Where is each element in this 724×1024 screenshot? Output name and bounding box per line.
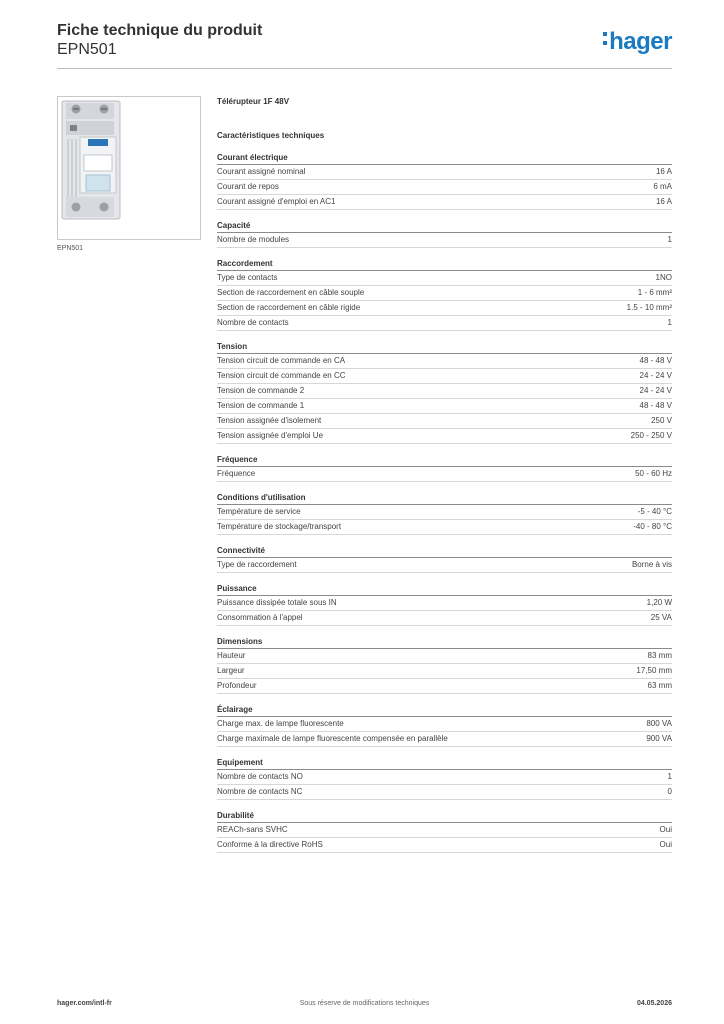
spec-value: 250 V: [651, 416, 672, 425]
spec-row: [217, 354, 672, 369]
spec-value: 800 VA: [646, 719, 672, 728]
spec-group-title: Puissance: [217, 583, 672, 596]
spec-label: Nombre de contacts NO: [217, 772, 303, 781]
spec-row: [217, 558, 672, 573]
spec-row: [217, 180, 672, 195]
spec-label: Consommation à l'appel: [217, 613, 303, 622]
spec-row: [217, 414, 672, 429]
spec-label: Nombre de contacts: [217, 318, 289, 327]
spec-row: [217, 316, 672, 331]
spec-value: 48 - 48 V: [639, 356, 672, 365]
spec-row: [217, 399, 672, 414]
spec-row: [217, 596, 672, 611]
spec-label: Tension circuit de commande en CA: [217, 356, 346, 365]
page-header: [57, 22, 672, 59]
spec-label: Section de raccordement en câble souple: [217, 288, 365, 297]
spec-row: [217, 823, 672, 838]
spec-group-title: Connectivité: [217, 545, 672, 558]
spec-value: 83 mm: [647, 651, 672, 660]
spec-label: Tension circuit de commande en CC: [217, 371, 346, 380]
spec-label: Tension assignée d'isolement: [217, 416, 322, 425]
spec-group-title: Tension: [217, 341, 672, 354]
spec-group: [217, 757, 672, 800]
product-name: Télérupteur 1F 48V: [217, 97, 290, 106]
spec-value: Oui: [659, 825, 672, 834]
spec-value: 1: [667, 235, 672, 244]
spec-label: Type de contacts: [217, 273, 278, 282]
spec-group-title: Dimensions: [217, 636, 672, 649]
spec-group: [217, 810, 672, 853]
logo-colon-icon: [603, 29, 609, 50]
spec-label: Largeur: [217, 666, 245, 675]
contactor-device-icon: [58, 97, 200, 239]
spec-group-title: Éclairage: [217, 704, 672, 717]
spec-group: [217, 454, 672, 482]
spec-label: Température de stockage/transport: [217, 522, 342, 531]
page-title: Fiche technique du produit: [57, 22, 263, 39]
spec-label: Fréquence: [217, 469, 256, 478]
spec-label: Charge max. de lampe fluorescente: [217, 719, 344, 728]
spec-label: Section de raccordement en câble rigide: [217, 303, 361, 312]
spec-value: 63 mm: [647, 681, 672, 690]
spec-group: [217, 258, 672, 331]
spec-value: 25 VA: [650, 613, 672, 622]
spec-row: [217, 732, 672, 747]
spec-value: 1NO: [655, 273, 672, 282]
spec-row: [217, 384, 672, 399]
spec-label: Nombre de contacts NC: [217, 787, 303, 796]
spec-label: Tension de commande 1: [217, 401, 305, 410]
spec-group: [217, 341, 672, 444]
spec-value: 50 - 60 Hz: [635, 469, 672, 478]
spec-label: Puissance dissipée totale sous IN: [217, 598, 337, 607]
spec-group: [217, 492, 672, 535]
spec-value: 17,50 mm: [636, 666, 672, 675]
spec-group-title: Courant électrique: [217, 152, 672, 165]
logo-text: hager: [609, 28, 672, 55]
specs-heading: Caractéristiques techniques: [217, 131, 325, 140]
spec-value: -5 - 40 °C: [637, 507, 672, 516]
spec-value: 1: [667, 318, 672, 327]
spec-value: 16 A: [655, 197, 672, 206]
spec-value: 16 A: [655, 167, 672, 176]
spec-value: 1.5 - 10 mm²: [626, 303, 672, 312]
hager-logo: [603, 28, 672, 54]
spec-group: [217, 152, 672, 210]
footer-notice: Sous réserve de modifications techniques: [299, 1000, 430, 1007]
spec-row: [217, 165, 672, 180]
spec-value: 250 - 250 V: [630, 431, 672, 440]
spec-row: [217, 429, 672, 444]
spec-groups: [217, 152, 672, 853]
spec-group: [217, 220, 672, 248]
spec-row: [217, 520, 672, 535]
spec-group: [217, 583, 672, 626]
spec-value: 48 - 48 V: [639, 401, 672, 410]
spec-label: Nombre de modules: [217, 235, 290, 244]
spec-row: [217, 286, 672, 301]
spec-value: Oui: [659, 840, 672, 849]
spec-row: [217, 838, 672, 853]
spec-label: Type de raccordement: [217, 560, 297, 569]
spec-group-title: Equipement: [217, 757, 672, 770]
footer-website: hager.com/intl-fr: [57, 1000, 112, 1007]
spec-value: -40 - 80 °C: [633, 522, 672, 531]
spec-label: Courant de repos: [217, 182, 279, 191]
spec-row: [217, 785, 672, 800]
spec-group-title: Capacité: [217, 220, 672, 233]
spec-row: [217, 233, 672, 248]
spec-row: [217, 664, 672, 679]
footer-date: 04.05.2026: [636, 1000, 672, 1007]
specifications: [217, 96, 672, 853]
spec-row: [217, 271, 672, 286]
spec-value: 1 - 6 mm²: [637, 288, 672, 297]
spec-label: Charge maximale de lampe fluorescente compensée en parallèle: [217, 734, 448, 743]
spec-row: [217, 467, 672, 482]
spec-row: [217, 301, 672, 316]
spec-label: Conforme à la directive RoHS: [217, 840, 323, 849]
spec-value: 6 mA: [653, 182, 672, 191]
spec-label: Courant assigné d'emploi en AC1: [217, 197, 336, 206]
spec-group: [217, 545, 672, 573]
spec-row: [217, 505, 672, 520]
spec-label: Hauteur: [217, 651, 246, 660]
product-image: [57, 96, 201, 240]
spec-group-title: Fréquence: [217, 454, 672, 467]
spec-row: [217, 195, 672, 210]
spec-row: [217, 649, 672, 664]
spec-group-title: Durabilité: [217, 810, 672, 823]
spec-label: Tension de commande 2: [217, 386, 305, 395]
spec-group-title: Conditions d'utilisation: [217, 492, 672, 505]
spec-value: 1: [667, 772, 672, 781]
spec-label: Profondeur: [217, 681, 257, 690]
product-image-caption: EPN501: [57, 245, 84, 252]
spec-row: [217, 770, 672, 785]
spec-value: Borne à vis: [631, 560, 672, 569]
spec-value: 900 VA: [646, 734, 672, 743]
spec-label: REACh-sans SVHC: [217, 825, 288, 834]
spec-row: [217, 679, 672, 694]
spec-row: [217, 717, 672, 732]
spec-label: Température de service: [217, 507, 301, 516]
spec-value: 0: [667, 787, 672, 796]
spec-value: 1,20 W: [646, 598, 672, 607]
spec-label: Courant assigné nominal: [217, 167, 306, 176]
spec-label: Tension assignée d'emploi Ue: [217, 431, 324, 440]
spec-row: [217, 611, 672, 626]
spec-value: 24 - 24 V: [639, 386, 672, 395]
spec-group: [217, 704, 672, 747]
spec-group-title: Raccordement: [217, 258, 672, 271]
product-reference: EPN501: [57, 41, 117, 58]
spec-group: [217, 636, 672, 694]
spec-value: 24 - 24 V: [639, 371, 672, 380]
spec-row: [217, 369, 672, 384]
header-divider: [57, 68, 672, 69]
